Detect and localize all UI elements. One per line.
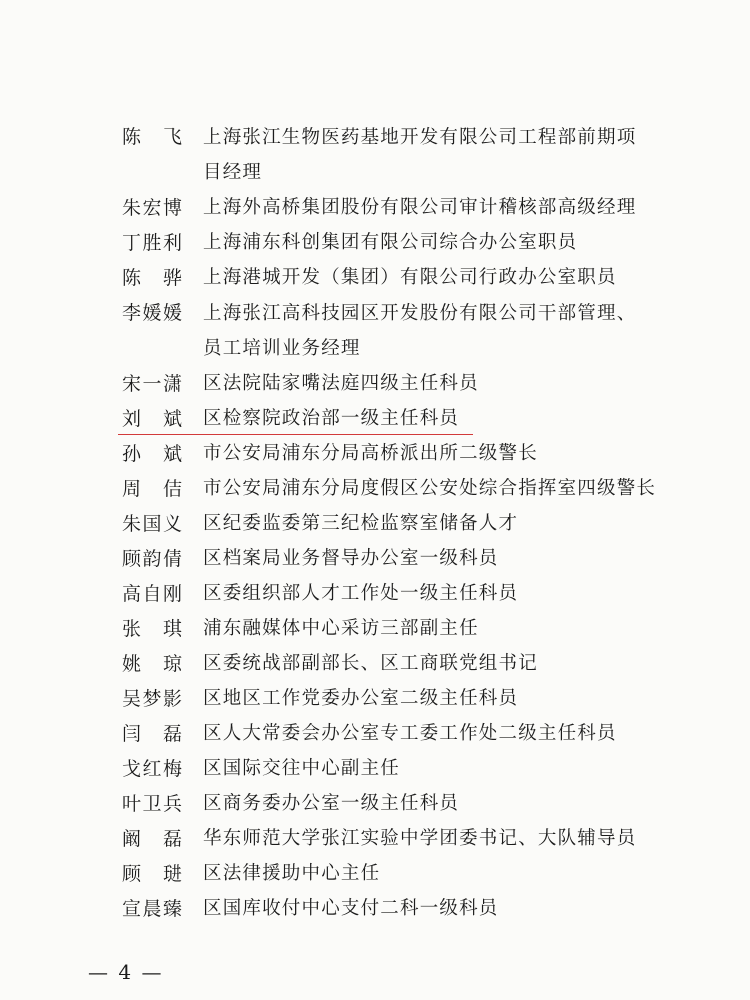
person-name: 阚 磊 — [122, 828, 182, 850]
list-item — [0, 859, 750, 893]
person-name: 李媛媛 — [122, 302, 182, 324]
highlight-underline — [118, 434, 473, 435]
person-position: 区纪委监委第三纪检监察室储备人才 — [203, 513, 519, 534]
person-position: 区法院陆家嘴法庭四级主任科员 — [203, 373, 479, 394]
list-item — [0, 439, 750, 473]
person-position: 上海港城开发（集团）有限公司行政办公室职员 — [203, 267, 617, 288]
person-name: 陈 飞 — [122, 126, 182, 148]
person-name: 朱国义 — [122, 513, 182, 535]
person-name: 高自刚 — [122, 583, 182, 605]
list-item — [0, 824, 750, 858]
person-position: 区法律援助中心主任 — [203, 863, 381, 884]
list-item — [0, 298, 750, 359]
list-item — [0, 684, 750, 718]
person-position: 区委组织部人才工作处一级主任科员 — [203, 583, 519, 604]
person-name: 顾 琎 — [122, 863, 182, 885]
list-item — [0, 614, 750, 648]
person-position: 上海外高桥集团股份有限公司审计稽核部高级经理 — [203, 197, 637, 218]
person-name: 叶卫兵 — [122, 793, 182, 815]
list-item — [0, 404, 750, 438]
person-name: 周 佶 — [122, 478, 182, 500]
person-position: 市公安局浦东分局高桥派出所二级警长 — [203, 443, 538, 464]
person-name: 戈红梅 — [122, 758, 182, 780]
list-item — [0, 122, 750, 183]
person-name: 宣晨臻 — [122, 898, 182, 920]
person-position: 市公安局浦东分局度假区公安处综合指挥室四级警长 — [203, 478, 657, 499]
person-name: 顾韵倩 — [122, 548, 182, 570]
person-position: 区检察院政治部一级主任科员 — [203, 408, 460, 429]
person-name: 陈 骅 — [122, 267, 182, 289]
list-item — [0, 474, 750, 508]
person-position: 区地区工作党委办公室二级主任科员 — [203, 688, 519, 709]
page-number: — 4 — — [88, 960, 164, 984]
person-name: 宋一潇 — [122, 373, 182, 395]
list-item — [0, 369, 750, 403]
person-position: 上海张江生物医药基地开发有限公司工程部前期项目经理 — [203, 127, 637, 183]
person-name: 朱宏博 — [122, 197, 182, 219]
person-position: 上海张江高科技园区开发股份有限公司干部管理、员工培训业务经理 — [203, 303, 637, 359]
list-item — [0, 509, 750, 543]
list-item — [0, 894, 750, 928]
list-item — [0, 789, 750, 823]
list-item — [0, 228, 750, 262]
list-item — [0, 719, 750, 753]
list-item — [0, 649, 750, 683]
person-name: 闫 磊 — [122, 723, 182, 745]
list-item — [0, 193, 750, 227]
person-position: 区人大常委会办公室专工委工作处二级主任科员 — [203, 723, 617, 744]
list-item — [0, 754, 750, 788]
person-position: 区商务委办公室一级主任科员 — [203, 793, 460, 814]
person-name: 刘 斌 — [122, 408, 182, 430]
person-position: 区档案局业务督导办公室一级科员 — [203, 548, 499, 569]
list-item — [0, 579, 750, 613]
person-position: 浦东融媒体中心采访三部副主任 — [203, 618, 479, 639]
person-position: 上海浦东科创集团有限公司综合办公室职员 — [203, 232, 578, 253]
person-position: 区国库收付中心支付二科一级科员 — [203, 898, 499, 919]
person-position: 区国际交往中心副主任 — [203, 758, 401, 779]
person-name: 姚 琼 — [122, 653, 182, 675]
person-name: 张 琪 — [122, 618, 182, 640]
person-position: 华东师范大学张江实验中学团委书记、大队辅导员 — [203, 828, 637, 849]
person-name: 吴梦影 — [122, 688, 182, 710]
list-item — [0, 263, 750, 297]
person-position: 区委统战部副部长、区工商联党组书记 — [203, 653, 538, 674]
person-name: 丁胜利 — [122, 232, 182, 254]
list-item — [0, 544, 750, 578]
person-name: 孙 斌 — [122, 443, 182, 465]
